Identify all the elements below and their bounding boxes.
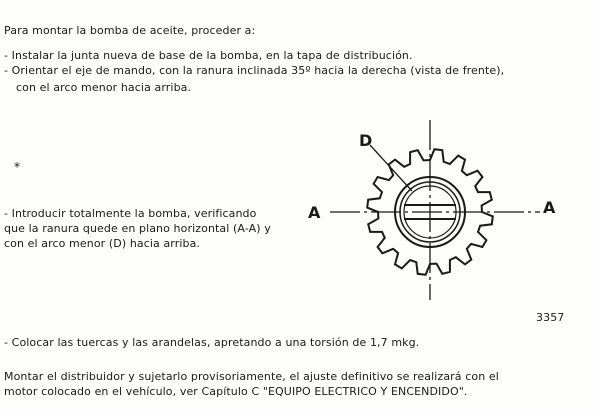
step-insert-pump: - Introducir totalmente la bomba, verificando que la ranura quede en plano horizontal (A-A) y con el arco menor (D) hacia arriba. (4, 207, 271, 250)
step-orient-shaft-line1: - Orientar el eje de mando, con la ranura inclinada 35º hacia la derecha (vista de frente), (4, 64, 505, 77)
final-note-line2: motor colocado en el vehículo, ver Capítulo C "EQUIPO ELECTRICO Y ENCENDIDO". (4, 385, 468, 398)
oil-pump-gear-diagram (300, 115, 580, 305)
step-tighten-nuts: - Colocar las tuercas y las arandelas, apretando a una torsión de 1,7 mkg. (4, 336, 420, 349)
label-a-left: A (308, 203, 321, 222)
final-note-line1: Montar el distribuidor y sujetarlo provisoriamente, el ajuste definitivo se realizará con el (4, 370, 499, 383)
figure-number: 3357 (536, 311, 565, 324)
label-a-right: A (543, 198, 556, 217)
intro-text: Para montar la bomba de aceite, proceder a: (4, 24, 256, 37)
margin-mark: * (14, 160, 21, 174)
step-install-gasket: - Instalar la junta nueva de base de la bomba, en la tapa de distribución. (4, 49, 413, 62)
step-orient-shaft-line2: con el arco menor hacia arriba. (16, 81, 192, 94)
label-d: D (359, 131, 373, 150)
